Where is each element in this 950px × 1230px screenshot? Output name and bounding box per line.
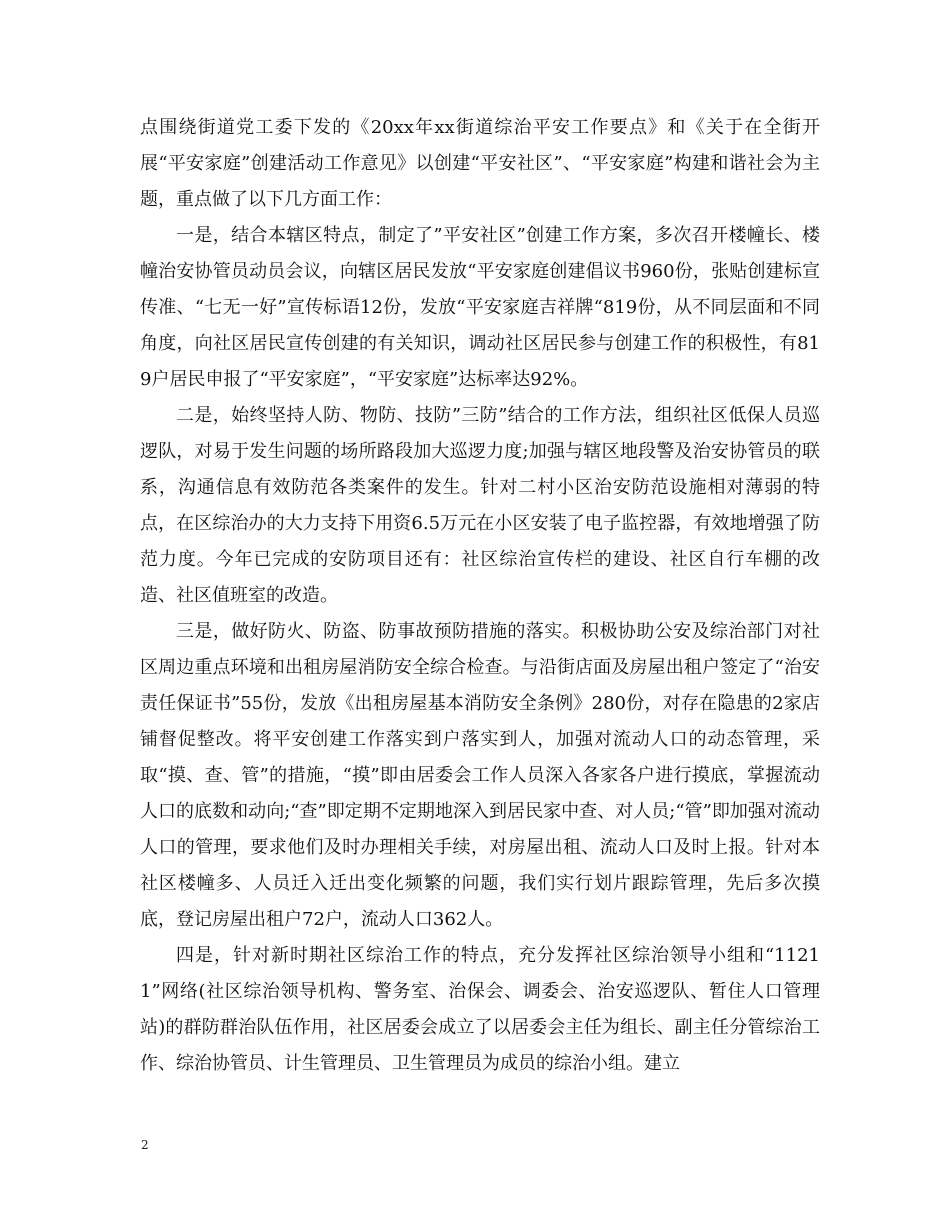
paragraph-intro: 点围绕街道党工委下发的《20xx年xx街道综治平安工作要点》和《关于在全街开展“平安家庭”创建活动工作意见》以创建“平安社区”、“平安家庭”构建和谐社会为主题，重点做了以下几方面工作： <box>140 117 820 210</box>
page-number: 2 <box>141 1138 149 1152</box>
document-body <box>140 110 820 1082</box>
paragraph-item-1: 一是，结合本辖区特点，制定了”平安社区”创建工作方案，多次召开楼幢长、楼幢治安协管员动员会议，向辖区居民发放“平安家庭创建倡议书960份，张贴创建标宣传准、“七无一好”宣传标语12份，发放“平安家庭吉祥牌“819份，从不同层面和不同角度，向社区居民宣传创建的有关知识，调动社区居民参与创建工作的积极性，有819户居民申报了“平安家庭”，“平安家庭”达标率达92%。 <box>140 225 820 390</box>
paragraph-item-4: 四是，针对新时期社区综治工作的特点，充分发挥社区综治领导小组和“11211”网络(社区综治领导机构、警务室、治保会、调委会、治安巡逻队、暂住人口管理站)的群防群治队伍作用，社区居委会成立了以居委会主任为组长、副主任分管综治工作、综治协管员、计生管理员、卫生管理员为成员的综治小组。建立 <box>140 945 820 1074</box>
paragraph-item-2: 二是，始终坚持人防、物防、技防”三防”结合的工作方法，组织社区低保人员巡逻队，对易于发生问题的场所路段加大巡逻力度;加强与辖区地段警及治安协管员的联系，沟通信息有效防范各类案件的发生。针对二村小区治安防范设施相对薄弱的特点，在区综治办的大力支持下用资6.5万元在小区安装了电子监控器，有效地增强了防范力度。今年已完成的安防项目还有：社区综治宣传栏的建设、社区自行车棚的改造、社区值班室的改造。 <box>140 405 820 606</box>
paragraph-item-3: 三是，做好防火、防盗、防事故预防措施的落实。积极协助公安及综治部门对社区周边重点环境和出租房屋消防安全综合检查。与沿街店面及房屋出租户签定了“治安责任保证书”55份，发放《出租房屋基本消防安全条例》280份，对存在隐患的2家店铺督促整改。将平安创建工作落实到户落实到人，加强对流动人口的动态管理，采取“摸、查、管”的措施，“摸”即由居委会工作人员深入各家各户进行摸底，掌握流动人口的底数和动向;“查”即定期不定期地深入到居民家中查、对人员;“管”即加强对流动人口的管理，要求他们及时办理相关手续，对房屋出租、流动人口及时上报。针对本社区楼幢多、人员迁入迁出变化频繁的问题，我们实行划片跟踪管理，先后多次摸底，登记房屋出租户72户，流动人口362人。 <box>140 621 820 930</box>
